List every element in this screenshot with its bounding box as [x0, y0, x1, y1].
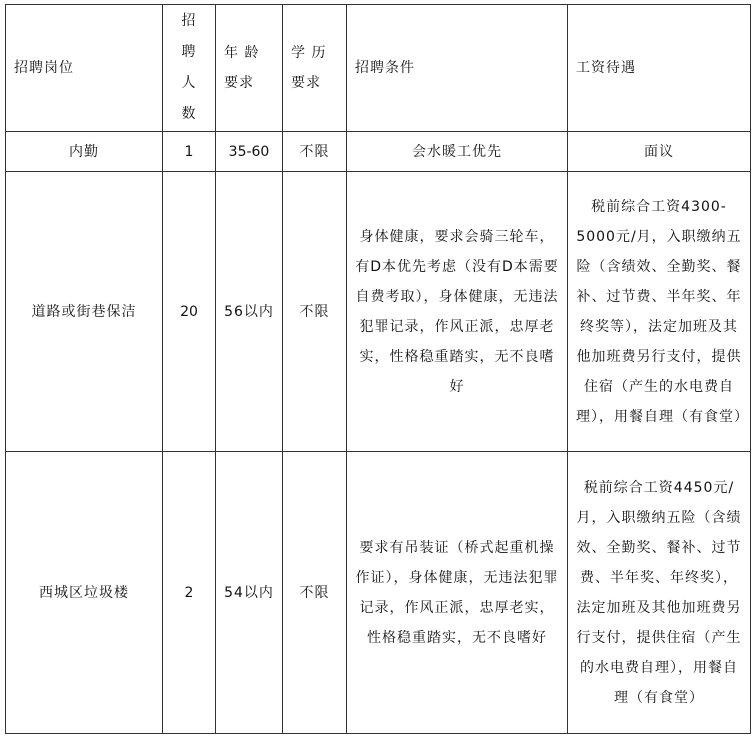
header-position: 招聘岗位: [6, 5, 163, 132]
age-cell: 35-60: [216, 132, 283, 172]
header-conditions: 招聘条件: [347, 5, 568, 132]
count-cell: 1: [163, 132, 216, 172]
education-cell: 不限: [283, 132, 347, 172]
recruitment-table: [5, 4, 751, 734]
table-row: [6, 172, 751, 452]
conditions-cell: 会水暖工优先: [347, 132, 568, 172]
table-header-row: [6, 5, 751, 132]
header-education: 学 历 要求: [283, 5, 347, 132]
count-cell: 2: [163, 452, 216, 734]
header-count: 招 聘 人 数: [163, 5, 216, 132]
header-salary: 工资待遇: [568, 5, 751, 132]
header-age: 年 龄 要求: [216, 5, 283, 132]
age-cell: 56以内: [216, 172, 283, 452]
table-row: [6, 132, 751, 172]
salary-cell: 税前综合工资4300-5000元/月，入职缴纳五险（含绩效、全勤奖、餐补、过节费、半年奖、年终奖等），法定加班及其他加班费另行支付，提供住宿（产生的水电费自理），用餐自理（有食堂）: [568, 172, 751, 452]
count-cell: 20: [163, 172, 216, 452]
education-cell: 不限: [283, 172, 347, 452]
age-cell: 54以内: [216, 452, 283, 734]
conditions-cell: 要求有吊装证（桥式起重机操作证），身体健康，无违法犯罪记录，作风正派，忠厚老实，性格稳重踏实，无不良嗜好: [347, 452, 568, 734]
salary-cell: 面议: [568, 132, 751, 172]
conditions-cell: 身体健康，要求会骑三轮车，有D本优先考虑（没有D本需要自费考取），身体健康，无违法犯罪记录，作风正派，忠厚老实，性格稳重踏实，无不良嗜好: [347, 172, 568, 452]
position-cell: 内勤: [6, 132, 163, 172]
position-cell: 西城区垃圾楼: [6, 452, 163, 734]
position-cell: 道路或街巷保洁: [6, 172, 163, 452]
table-row: [6, 452, 751, 734]
salary-cell: 税前综合工资4450元/月，入职缴纳五险（含绩效、全勤奖、餐补、过节费、半年奖、年终奖），法定加班及其他加班费另行支付，提供住宿（产生的水电费自理），用餐自理（有食堂）: [568, 452, 751, 734]
education-cell: 不限: [283, 452, 347, 734]
